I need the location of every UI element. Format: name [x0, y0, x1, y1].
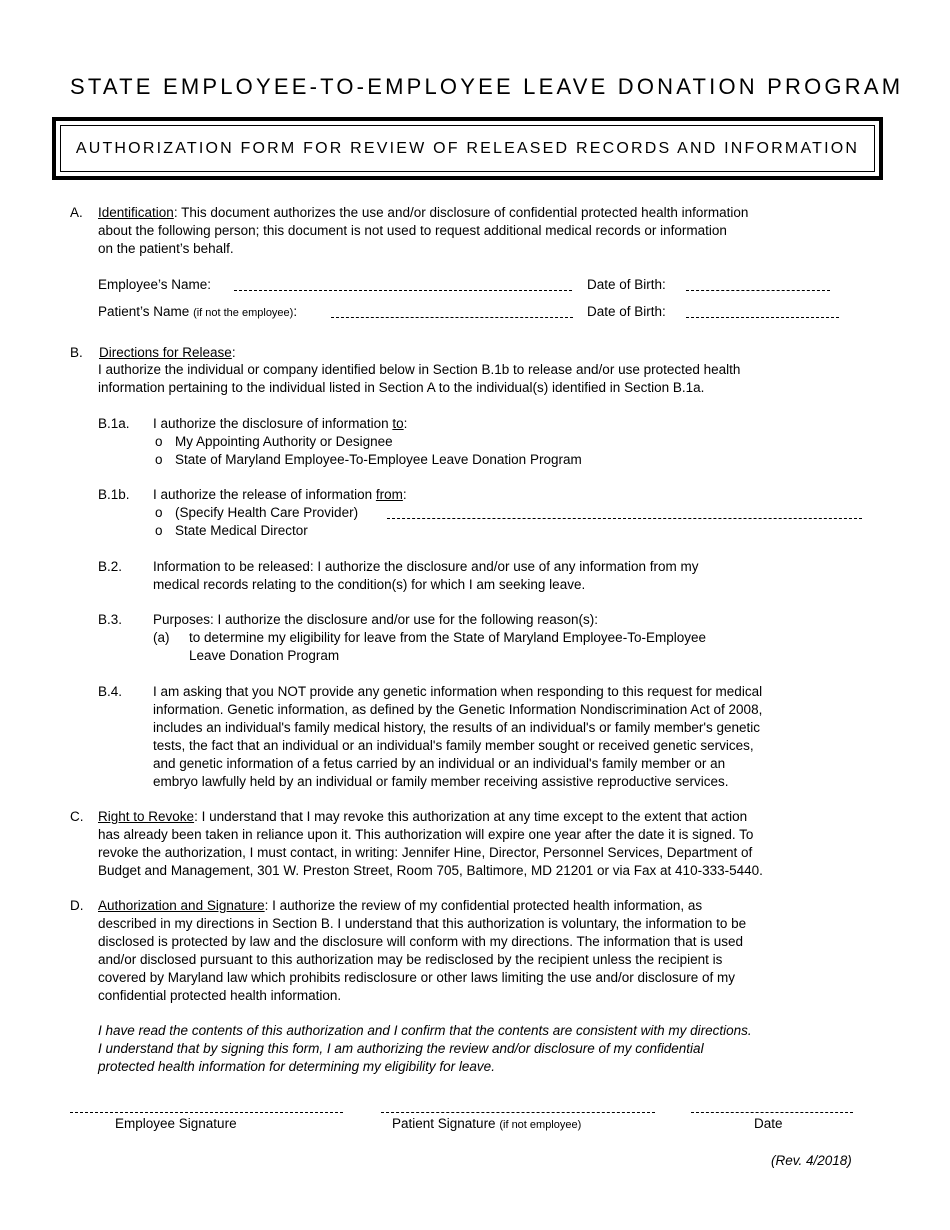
patient-name-label: Patient’s Name: [98, 304, 190, 319]
section-c-line-2: revoke the authorization, I must contact, in writing: Jennifer Hine, Director, Personnel Services, Department of: [98, 845, 753, 860]
b3-text-1: Purposes: I authorize the disclosure and/or use for the following reason(s):: [153, 612, 598, 627]
b1b-number: B.1b.: [98, 487, 130, 502]
section-d-line-1: described in my directions in Section B. I understand that this authorization is voluntary, the information to be: [98, 916, 747, 931]
patient-name-field[interactable]: [331, 317, 573, 318]
subtitle-box: [52, 117, 883, 180]
form-title: STATE EMPLOYEE-TO-EMPLOYEE LEAVE DONATION PROGRAM: [70, 74, 904, 99]
b1a-bullet-1: o: [155, 434, 163, 449]
section-b-heading: Directions for Release: [99, 345, 232, 360]
attestation-line-3: protected health information for determining my eligibility for leave.: [98, 1059, 495, 1074]
b2-text-1: Information to be released: I authorize the disclosure and/or use of any information from my: [153, 559, 699, 574]
section-b-text-2: information pertaining to the individual listed in Section A to the individual(s) identified in Section B.1a.: [98, 380, 705, 395]
patient-name-note: (if not the employee): [193, 307, 294, 319]
form-subtitle: AUTHORIZATION FORM FOR REVIEW OF RELEASED RECORDS AND INFORMATION: [60, 125, 875, 172]
employee-dob-field[interactable]: [686, 290, 830, 291]
employee-signature-label: Employee Signature: [115, 1116, 237, 1131]
b1b-item-2: State Medical Director: [175, 523, 308, 538]
patient-dob-label: Date of Birth:: [587, 304, 666, 319]
section-d-heading: Authorization and Signature: [98, 898, 265, 913]
b4-line-4: tests, the fact that an individual or an individual's family member sought or received genetic services,: [153, 738, 754, 753]
b3-number: B.3.: [98, 612, 123, 627]
b1a-number: B.1a.: [98, 416, 130, 431]
b1a-bullet-2: o: [155, 452, 163, 467]
section-c-line-1: has already been taken in reliance upon it. This authorization will expire one year after the date it is signed. To: [98, 827, 754, 842]
b2-text-2: medical records relating to the condition(s) for which I am seeking leave.: [153, 577, 586, 592]
b4-number: B.4.: [98, 684, 123, 699]
section-d-line-3: and/or disclosed pursuant to this authorization may be redisclosed by the recipient unless the recipient is: [98, 952, 723, 967]
revision-note: (Rev. 4/2018): [771, 1153, 852, 1168]
b1a-colon: :: [403, 416, 408, 431]
section-b-colon: :: [231, 345, 236, 360]
section-a-heading: Identification: [98, 205, 174, 220]
b4-line-1: I am asking that you NOT provide any genetic information when responding to this request for medical: [153, 684, 763, 699]
employee-dob-label: Date of Birth:: [587, 277, 666, 292]
section-d-text-1: : I authorize the review of my confidential protected health information, as: [264, 898, 703, 913]
b4-line-6: embryo lawfully held by an individual or family member receiving assistive reproductive services.: [153, 774, 729, 789]
patient-signature-note: (if not employee): [499, 1119, 582, 1131]
patient-name-label-group: [98, 303, 297, 322]
attestation-line-2: I understand that by signing this form, I am authorizing the review and/or disclosure of my confidential: [98, 1041, 704, 1056]
b1a-keyword: to: [392, 416, 404, 431]
b4-line-3: includes an individual's family medical history, the results of an individual's or family member's genetic: [153, 720, 760, 735]
b1a-item-2: State of Maryland Employee-To-Employee Leave Donation Program: [175, 452, 582, 467]
b1b-item-1: (Specify Health Care Provider): [175, 505, 359, 520]
section-c-paragraph: [98, 808, 747, 826]
section-c-line-3: Budget and Management, 301 W. Preston Street, Room 705, Baltimore, MD 21201 or via Fax at 410-333-5440.: [98, 863, 763, 878]
patient-name-colon: :: [293, 304, 298, 319]
health-care-provider-field[interactable]: [387, 518, 862, 519]
section-a-paragraph: [98, 204, 748, 222]
b3-text-2: to determine my eligibility for leave from the State of Maryland Employee-To-Employee: [189, 630, 706, 645]
section-d-letter: D.: [70, 898, 84, 913]
patient-signature-label: Patient Signature: [392, 1116, 496, 1131]
employee-signature-field[interactable]: [70, 1112, 343, 1113]
employee-name-label: Employee’s Name:: [98, 277, 212, 292]
b1b-colon: :: [402, 487, 407, 502]
section-a-text-3: on the patient’s behalf.: [98, 241, 234, 256]
b4-line-2: information. Genetic information, as defined by the Genetic Information Nondiscrimination Act of 2008,: [153, 702, 763, 717]
b3-sub-label: (a): [153, 630, 170, 645]
section-a-text-2: about the following person; this document is not used to request additional medical records or information: [98, 223, 727, 238]
patient-signature-field[interactable]: [381, 1112, 655, 1113]
b1b-lead-group: [153, 486, 407, 504]
attestation-line-1: I have read the contents of this authorization and I confirm that the contents are consistent with my directions.: [98, 1023, 752, 1038]
b3-text-3: Leave Donation Program: [189, 648, 340, 663]
section-a-letter: A.: [70, 205, 83, 220]
b1b-lead: I authorize the release of information: [153, 487, 376, 502]
section-b-letter: B.: [70, 345, 83, 360]
section-d-line-2: disclosed is protected by law and the disclosure will conform with my directions. The information that is used: [98, 934, 744, 949]
b1a-lead-group: [153, 415, 407, 433]
patient-signature-label-group: [392, 1115, 581, 1134]
section-d-line-5: confidential protected health information.: [98, 988, 342, 1003]
employee-name-field[interactable]: [234, 290, 572, 291]
b1a-lead: I authorize the disclosure of information: [153, 416, 393, 431]
date-field[interactable]: [691, 1112, 853, 1113]
section-a-text-1: : This document authorizes the use and/or disclosure of confidential protected health information: [173, 205, 749, 220]
b1b-bullet-2: o: [155, 523, 163, 538]
b1b-bullet-1: o: [155, 505, 163, 520]
b4-line-5: and genetic information of a fetus carried by an individual or an individual's family member or an: [153, 756, 726, 771]
date-label: Date: [754, 1116, 783, 1131]
section-c-text-1: : I understand that I may revoke this authorization at any time except to the extent that action: [194, 809, 748, 824]
section-c-letter: C.: [70, 809, 84, 824]
b1a-item-1: My Appointing Authority or Designee: [175, 434, 393, 449]
section-c-heading: Right to Revoke: [98, 809, 195, 824]
section-b-text-1: I authorize the individual or company identified below in Section B.1b to release and/or use protected health: [98, 362, 741, 377]
b1b-keyword: from: [375, 487, 403, 502]
section-d-line-4: covered by Maryland law which prohibits redisclosure or other laws limiting the use and/or disclosure of my: [98, 970, 736, 985]
b2-number: B.2.: [98, 559, 123, 574]
section-d-paragraph: [98, 897, 702, 915]
patient-dob-field[interactable]: [686, 317, 839, 318]
section-b-heading-group: [99, 344, 236, 362]
